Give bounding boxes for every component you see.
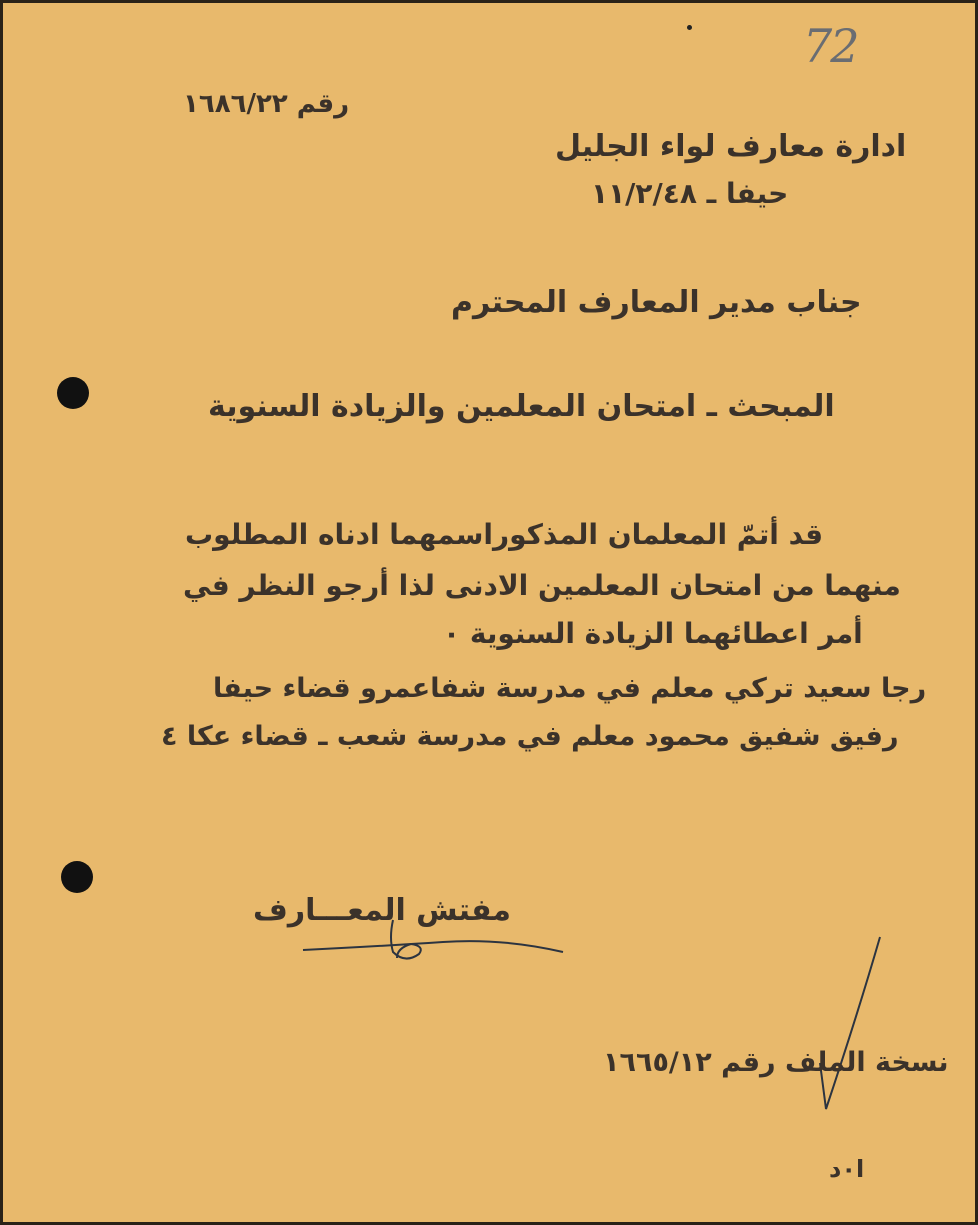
place-date: حيفا ـ ١١/٢/٤٨ xyxy=(591,177,789,210)
folio-number: 72 xyxy=(803,19,858,73)
punch-hole-bottom xyxy=(61,861,93,893)
body-line-3: أمر اعطائهما الزيادة السنوية ٠ xyxy=(443,617,863,650)
body-line-2: منهما من امتحان المعلمين الادنى لذا أرجو النظر في xyxy=(183,569,901,602)
pen-check-mark xyxy=(808,933,898,1123)
addressee: جناب مدير المعارف المحترم xyxy=(451,285,862,320)
subject-line: المبحث ـ امتحان المعلمين والزيادة السنوية xyxy=(208,389,835,424)
punch-hole-top xyxy=(57,377,89,409)
teacher-entry-1: رجا سعيد تركي معلم في مدرسة شفاعمرو قضاء حيفا xyxy=(213,673,927,704)
typist-initials: ا٠د xyxy=(829,1155,865,1183)
body-line-1: قد أتمّ المعلمان المذكوراسمهما ادناه المطلوب xyxy=(185,518,824,551)
office-name: ادارة معارف لواء الجليل xyxy=(555,129,907,164)
ink-speck xyxy=(687,25,692,30)
reference-number: رقم ١٦٨٦/٢٢ xyxy=(183,89,350,119)
signatory-title: مفتش المعـــارف xyxy=(253,893,512,928)
copy-note: نسخة الملف رقم ١٦٦٥/١٢ xyxy=(603,1047,949,1078)
teacher-entry-2: رفيق شفيق محمود معلم في مدرسة شعب ـ قضاء عكا ٤ xyxy=(161,721,899,752)
handwritten-signature xyxy=(293,918,573,978)
